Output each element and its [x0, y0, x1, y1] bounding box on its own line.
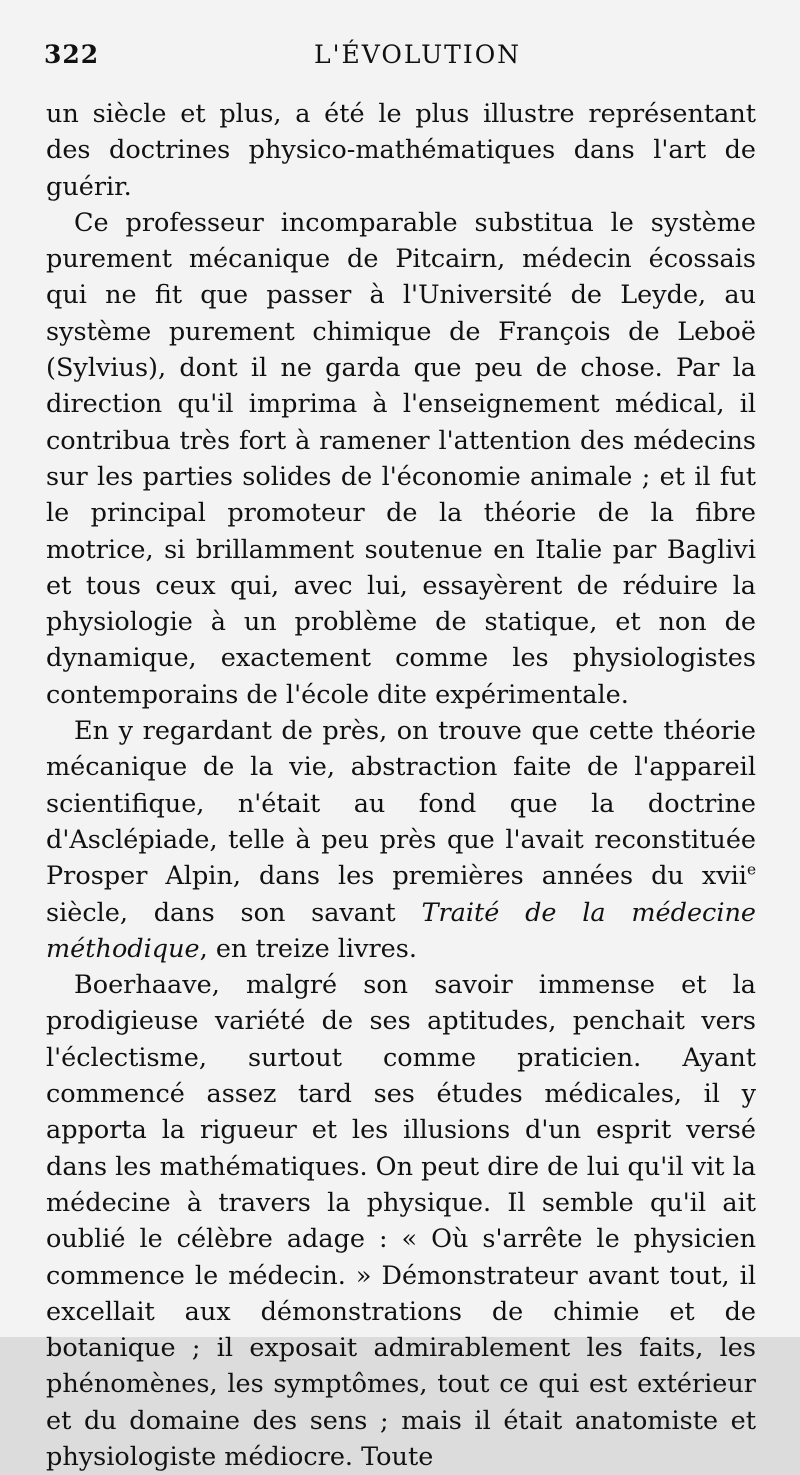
paragraph-continued: un siècle et plus, a été le plus illustre représentant des doctrines physico-mathématiques dans l'art de guérir. [46, 99, 756, 202]
body-text [46, 96, 756, 1475]
page-header [44, 40, 766, 80]
paragraph-boerhaave-teaching: Ce professeur incomparable substitua le système purement mécanique de Pitcairn, médecin écossais qui ne fit que passer à l'Université de Leyde, au système purement chimique de François de Leboë (Sylvius), dont il ne garda que peu de chose. Par la direction qu'il imprima à l'enseignement médical, il contribua très fort à ramener l'attention des médecins sur les parties solides de l'économie animale ; et il fut le principal promoteur de la théorie de la fibre motrice, si brillamment soutenue en Italie par Baglivi et tous ceux qui, avec lui, essayèrent de réduire la physiologie à un problème de statique, et non de dynamique, exactement comme les physiologistes contemporains de l'école dite expérimentale. [46, 207, 756, 710]
running-title: L'ÉVOLUTION [314, 40, 522, 69]
paragraph-mechanical-theory [46, 713, 756, 967]
book-title-italic: Traité de la médecine méthodique [46, 897, 756, 964]
page-number: 322 [44, 40, 100, 69]
century-suffix: e [746, 860, 756, 879]
paragraph-text-after: , en treize livres. [199, 933, 417, 964]
century-numeral: xvii [701, 861, 747, 892]
paragraph-text-before: En y regardant de près, on trouve que cette théorie mécanique de la vie, abstraction faite de l'appareil scientifique, n'était au fond que la doctrine d'Asclépiade, telle à peu près que l'avait reconstituée Prosper Alpin, dans les premières années du [46, 716, 756, 892]
paragraph-text-middle: siècle, dans son savant [46, 897, 422, 928]
paragraph-boerhaave-eclecticism: Boerhaave, malgré son savoir immense et la prodigieuse variété de ses aptitudes, penchait vers l'éclectisme, surtout comme praticien. Ayant commencé assez tard ses études médicales, il y apporta la rigueur et les illusions d'un esprit versé dans les mathématiques. On peut dire de lui qu'il vit la médecine à travers la physique. Il semble qu'il ait oublié le célèbre adage : « Où s'arrête le physicien commence le médecin. » Démonstrateur avant tout, il excellait aux démonstrations de chimie et de botanique ; il exposait admirablement les faits, les phénomènes, les symptômes, tout ce qui est extérieur et du domaine des sens ; mais il était anatomiste et physiologiste médiocre. Toute [46, 970, 756, 1472]
